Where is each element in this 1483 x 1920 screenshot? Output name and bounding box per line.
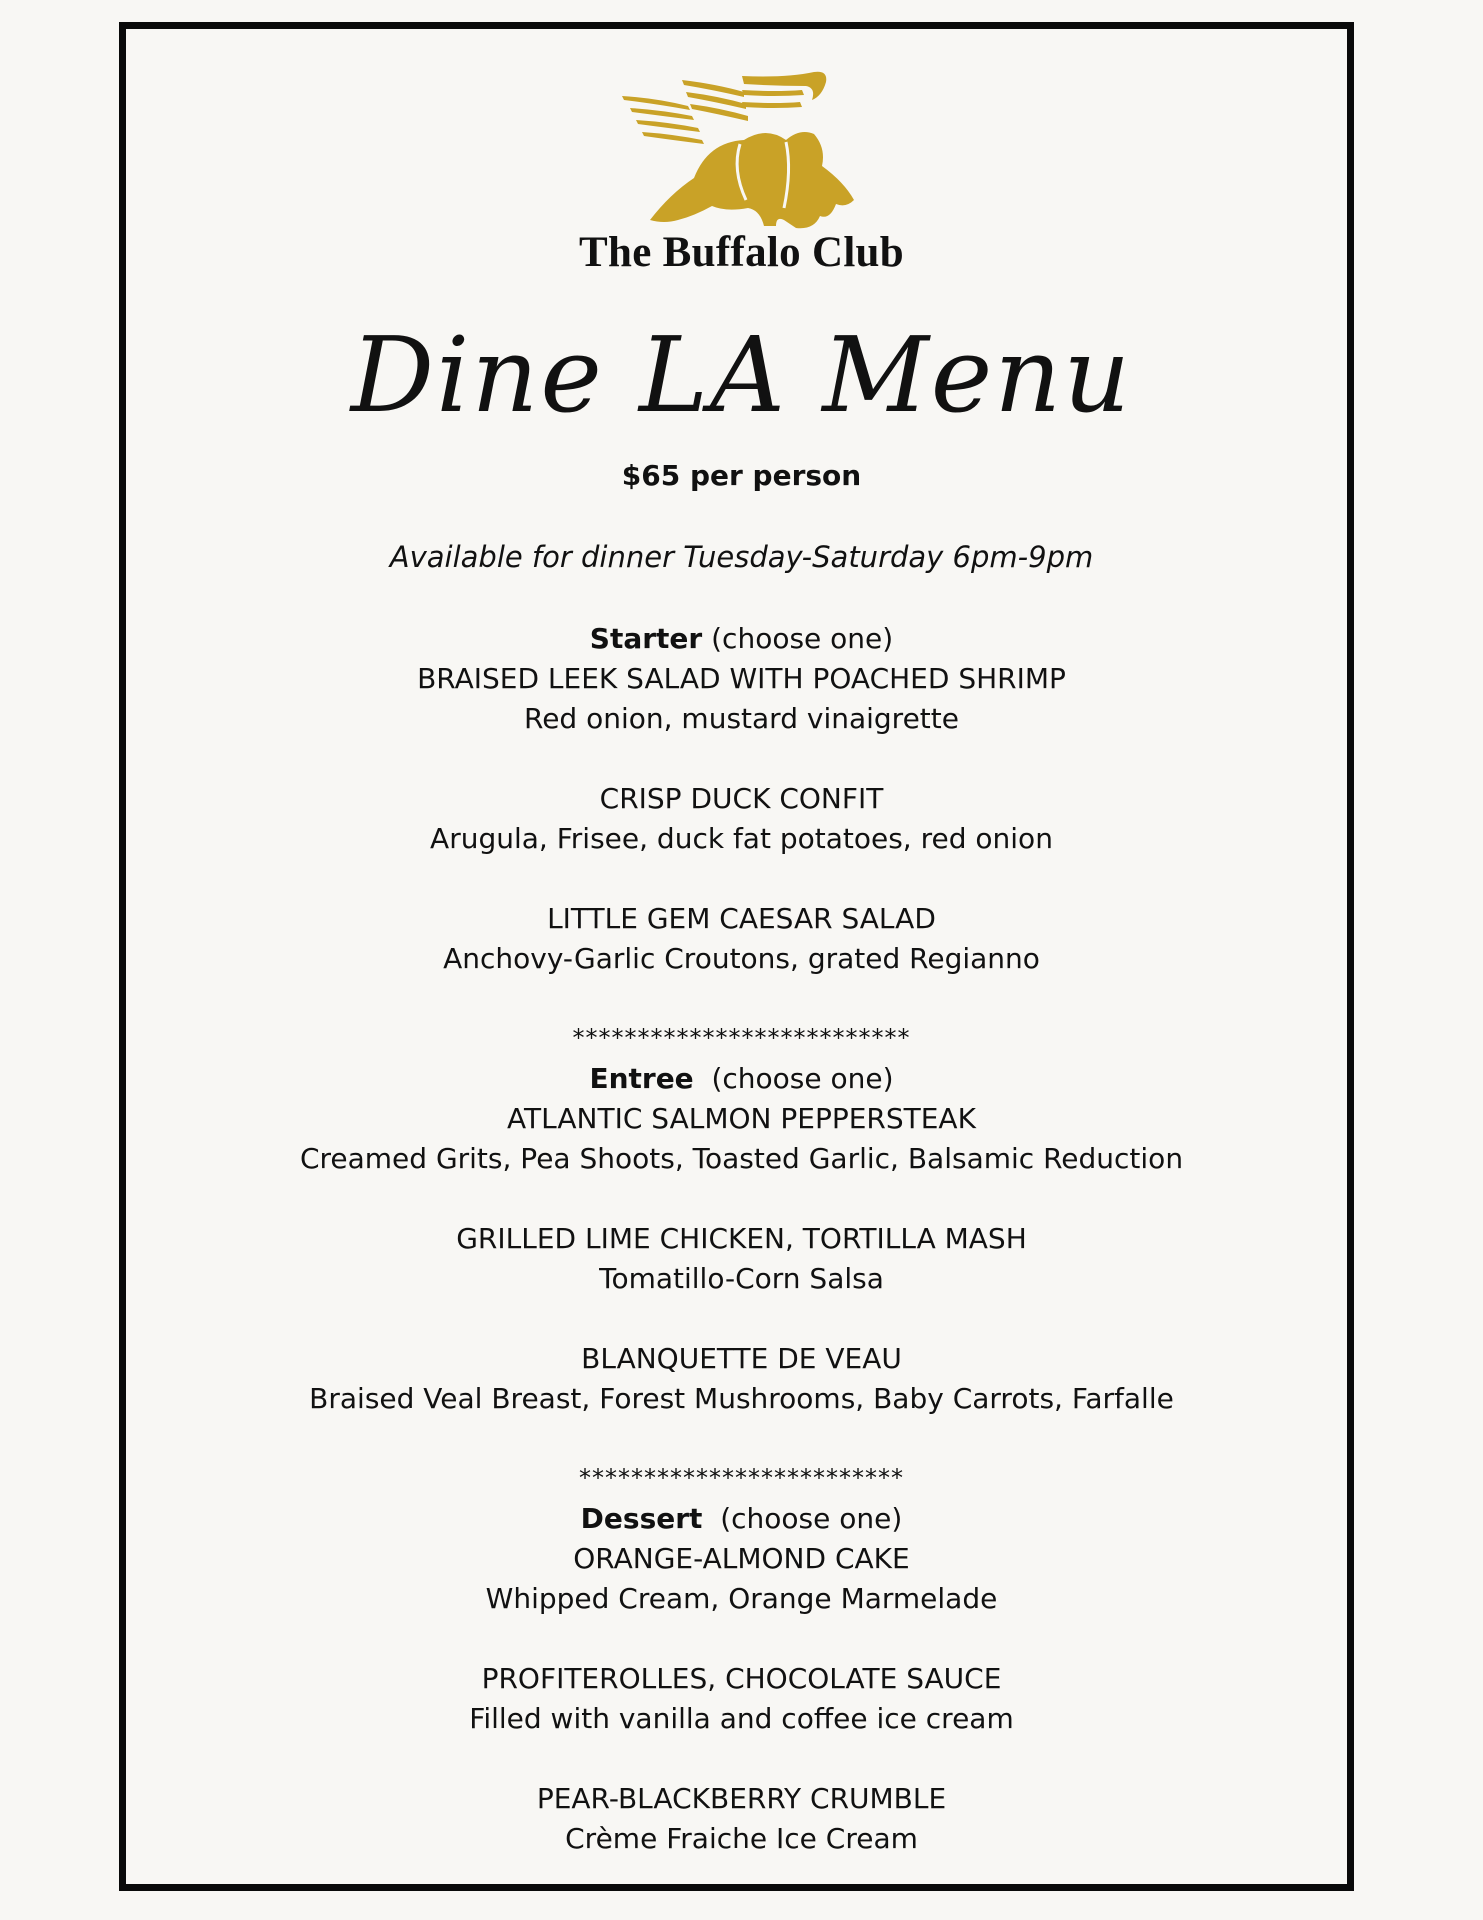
- club-name: The Buffalo Club: [579, 229, 904, 276]
- section-heading-entree: [0, 1062, 1483, 1095]
- section-divider: *************************: [579, 1464, 904, 1492]
- menu-item-name: GRILLED LIME CHICKEN, TORTILLA MASH: [456, 1222, 1027, 1255]
- price-per-person: $65 per person: [621, 459, 862, 492]
- menu-item-description: Creamed Grits, Pea Shoots, Toasted Garlic, Balsamic Reduction: [299, 1142, 1184, 1175]
- menu-item-description: Red onion, mustard vinaigrette: [524, 702, 959, 735]
- section-divider: **************************: [572, 1024, 911, 1052]
- menu-item-description: Tomatillo-Corn Salsa: [599, 1262, 884, 1295]
- menu-item-description: Arugula, Frisee, duck fat potatoes, red onion: [430, 822, 1053, 855]
- menu-item-description: Whipped Cream, Orange Marmelade: [485, 1582, 998, 1615]
- winged-buffalo-icon: [616, 70, 866, 230]
- menu-item-description: Filled with vanilla and coffee ice cream: [469, 1702, 1014, 1735]
- menu-item-name: PEAR-BLACKBERRY CRUMBLE: [536, 1782, 947, 1815]
- section-title: Entree: [589, 1062, 694, 1095]
- availability-note: Available for dinner Tuesday-Saturday 6pm-9pm: [389, 540, 1094, 574]
- menu-item-description: Crème Fraiche Ice Cream: [565, 1822, 918, 1855]
- menu-item-description: Anchovy-Garlic Croutons, grated Regianno: [443, 942, 1040, 975]
- section-title: Starter: [589, 622, 703, 655]
- menu-item-name: PROFITEROLLES, CHOCOLATE SAUCE: [481, 1662, 1002, 1695]
- section-heading-dessert: [0, 1502, 1483, 1535]
- menu-item-name: LITTLE GEM CAESAR SALAD: [547, 902, 936, 935]
- menu-item-name: BRAISED LEEK SALAD WITH POACHED SHRIMP: [417, 662, 1066, 695]
- menu-item-name: BLANQUETTE DE VEAU: [581, 1342, 902, 1375]
- section-title: Dessert: [580, 1502, 703, 1535]
- section-note: (choose one): [711, 622, 894, 655]
- section-heading-starter: [0, 622, 1483, 655]
- menu-item-name: CRISP DUCK CONFIT: [599, 782, 884, 815]
- section-note: (choose one): [720, 1502, 903, 1535]
- section-note: (choose one): [711, 1062, 894, 1095]
- menu-item-description: Braised Veal Breast, Forest Mushrooms, Baby Carrots, Farfalle: [309, 1382, 1174, 1415]
- menu-title: Dine LA Menu: [350, 314, 1133, 436]
- menu-item-name: ORANGE-ALMOND CAKE: [573, 1542, 910, 1575]
- menu-item-name: ATLANTIC SALMON PEPPERSTEAK: [507, 1102, 976, 1135]
